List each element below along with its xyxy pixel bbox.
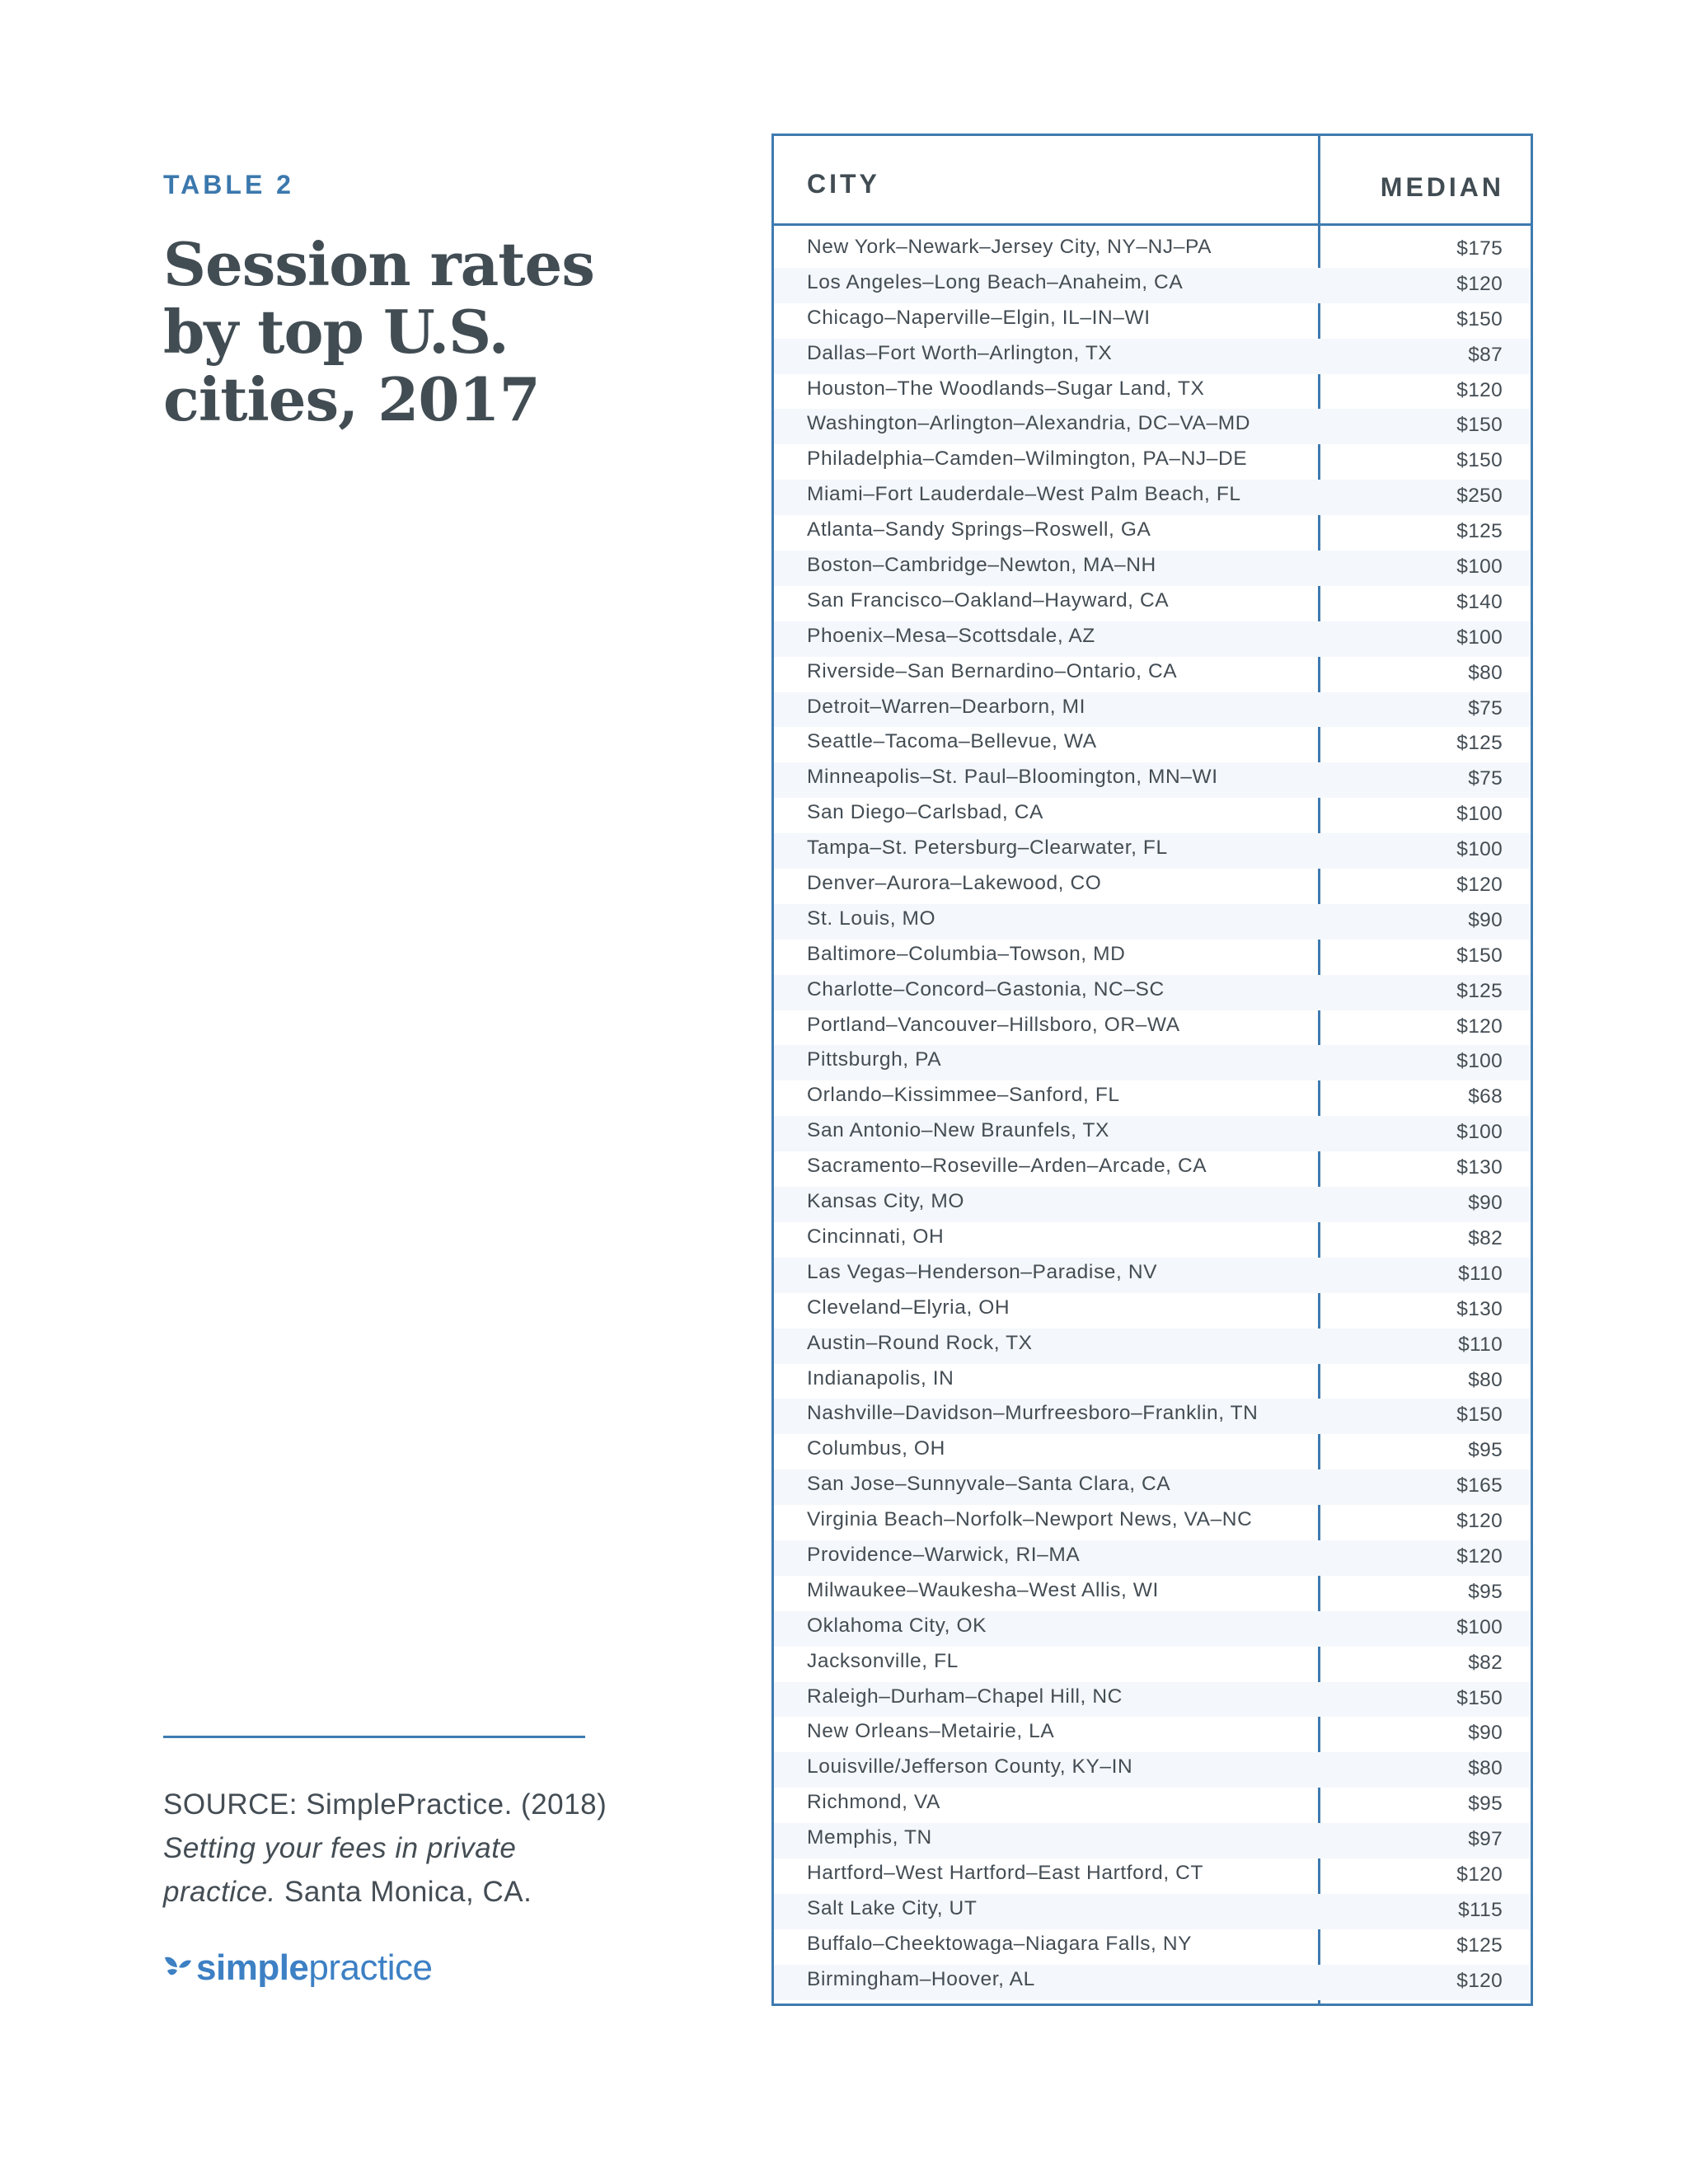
- city-cell: Chicago–Naperville–Elgin, IL–IN–WI: [807, 306, 1151, 329]
- median-cell: $165: [1456, 1474, 1503, 1497]
- median-cell: $130: [1456, 1156, 1503, 1179]
- median-cell: $120: [1456, 1544, 1503, 1568]
- median-cell: $150: [1456, 449, 1503, 472]
- median-cell: $175: [1456, 237, 1503, 260]
- median-cell: $120: [1456, 378, 1503, 401]
- median-cell: $150: [1456, 1686, 1503, 1709]
- table-row: [774, 1505, 1531, 1540]
- table-row: [774, 1293, 1531, 1329]
- table-row: [774, 444, 1531, 480]
- median-cell: $100: [1456, 838, 1503, 861]
- city-cell: Los Angeles–Long Beach–Anaheim, CA: [807, 270, 1184, 293]
- median-cell: $125: [1456, 1933, 1503, 1957]
- table-row: [774, 904, 1531, 940]
- median-cell: $150: [1456, 414, 1503, 437]
- city-cell: San Francisco–Oakland–Hayward, CA: [807, 588, 1170, 612]
- median-cell: $100: [1456, 1050, 1503, 1073]
- table-row: [774, 232, 1531, 268]
- city-cell: Nashville–Davidson–Murfreesboro–Franklin, TN: [807, 1402, 1259, 1425]
- median-cell: $150: [1456, 1404, 1503, 1427]
- simplepractice-logo: [163, 1943, 432, 1993]
- median-cell: $97: [1468, 1828, 1503, 1851]
- city-cell: Portland–Vancouver–Hillsboro, OR–WA: [807, 1013, 1180, 1036]
- city-cell: Richmond, VA: [807, 1791, 940, 1814]
- table-row: [774, 1399, 1531, 1434]
- median-cell: $150: [1456, 944, 1503, 967]
- median-cell: $82: [1468, 1226, 1503, 1249]
- median-cell: $75: [1468, 767, 1503, 790]
- table-row: [774, 1647, 1531, 1682]
- city-cell: Jacksonville, FL: [807, 1649, 959, 1672]
- table-row: [774, 1045, 1531, 1080]
- median-cell: $120: [1456, 874, 1503, 897]
- median-cell: $110: [1458, 1333, 1503, 1356]
- city-cell: Pittsburgh, PA: [807, 1048, 942, 1071]
- butterfly-icon: [163, 1954, 193, 1982]
- table-row: [774, 409, 1531, 444]
- table-row: [774, 374, 1531, 410]
- table-row: [774, 339, 1531, 374]
- median-cell: $80: [1468, 1757, 1503, 1780]
- table-row: [774, 1010, 1531, 1046]
- city-cell: Philadelphia–Camden–Wilmington, PA–NJ–DE: [807, 448, 1248, 471]
- median-cell: $250: [1456, 485, 1503, 508]
- table-row: [774, 515, 1531, 551]
- table-row: [774, 1434, 1531, 1469]
- city-cell: Tampa–St. Petersburg–Clearwater, FL: [807, 837, 1168, 860]
- city-cell: St. Louis, MO: [807, 907, 936, 930]
- median-cell: $90: [1468, 908, 1503, 931]
- median-cell: $120: [1456, 272, 1503, 295]
- city-cell: Indianapolis, IN: [807, 1366, 954, 1390]
- table-row: [774, 586, 1531, 621]
- table-row: [774, 869, 1531, 904]
- city-cell: Charlotte–Concord–Gastonia, NC–SC: [807, 977, 1165, 1001]
- header-city: CITY: [807, 169, 880, 199]
- table-label: TABLE 2: [163, 170, 294, 199]
- city-cell: Orlando–Kissimmee–Sanford, FL: [807, 1084, 1120, 1107]
- table-body: [774, 232, 1531, 2000]
- median-cell: $95: [1468, 1439, 1503, 1462]
- table-row: [774, 1364, 1531, 1399]
- city-cell: Detroit–Warren–Dearborn, MI: [807, 695, 1085, 718]
- city-cell: Raleigh–Durham–Chapel Hill, NC: [807, 1685, 1123, 1708]
- rates-table: [771, 134, 1533, 2006]
- city-cell: Milwaukee–Waukesha–West Allis, WI: [807, 1578, 1159, 1601]
- city-cell: Louisville/Jefferson County, KY–IN: [807, 1755, 1133, 1779]
- city-cell: Denver–Aurora–Lakewood, CO: [807, 872, 1102, 895]
- city-cell: Miami–Fort Lauderdale–West Palm Beach, FL: [807, 483, 1241, 506]
- table-row: [774, 657, 1531, 692]
- table-row: [774, 1682, 1531, 1718]
- city-cell: Atlanta–Sandy Springs–Roswell, GA: [807, 518, 1151, 541]
- table-row: [774, 480, 1531, 515]
- median-cell: $120: [1456, 1510, 1503, 1533]
- logo-word-practice: practice: [308, 1947, 433, 1988]
- divider: [163, 1736, 585, 1738]
- city-cell: Dallas–Fort Worth–Arlington, TX: [807, 341, 1113, 364]
- median-cell: $100: [1456, 1615, 1503, 1638]
- city-cell: Washington–Arlington–Alexandria, DC–VA–MD: [807, 412, 1250, 435]
- table-row: [774, 727, 1531, 762]
- median-cell: $75: [1468, 696, 1503, 719]
- city-cell: Columbus, OH: [807, 1437, 945, 1460]
- median-cell: $100: [1456, 1121, 1503, 1144]
- city-cell: Minneapolis–St. Paul–Bloomington, MN–WI: [807, 766, 1218, 789]
- table-row: [774, 1080, 1531, 1116]
- source-prefix: SOURCE: SimplePractice. (2018): [163, 1788, 607, 1821]
- table-row: [774, 975, 1531, 1010]
- source-title: Setting your fees in private practice.: [163, 1832, 517, 1908]
- table-row: [774, 1469, 1531, 1505]
- table-row: [774, 1894, 1531, 1929]
- table-row: [774, 1540, 1531, 1576]
- city-cell: San Antonio–New Braunfels, TX: [807, 1119, 1109, 1142]
- city-cell: New Orleans–Metairie, LA: [807, 1720, 1055, 1743]
- city-cell: Seattle–Tacoma–Bellevue, WA: [807, 730, 1097, 753]
- city-cell: Baltimore–Columbia–Towson, MD: [807, 942, 1126, 965]
- median-cell: $130: [1456, 1297, 1503, 1320]
- city-cell: Providence–Warwick, RI–MA: [807, 1543, 1081, 1566]
- table-row: [774, 551, 1531, 586]
- table-row: [774, 1187, 1531, 1222]
- median-cell: $120: [1456, 1969, 1503, 1992]
- median-cell: $120: [1456, 1863, 1503, 1886]
- median-cell: $100: [1456, 803, 1503, 826]
- table-row: [774, 1151, 1531, 1187]
- city-cell: Houston–The Woodlands–Sugar Land, TX: [807, 377, 1205, 400]
- table-header: [774, 136, 1531, 226]
- city-cell: Buffalo–Cheektowaga–Niagara Falls, NY: [807, 1932, 1193, 1955]
- table-row: [774, 621, 1531, 657]
- table-row: [774, 1788, 1531, 1823]
- table-row: [774, 1823, 1531, 1858]
- median-cell: $100: [1456, 555, 1503, 579]
- median-cell: $120: [1456, 1015, 1503, 1038]
- table-row: [774, 833, 1531, 869]
- table-row: [774, 798, 1531, 833]
- page-title: Session rates by top U.S. cities, 2017: [163, 229, 594, 434]
- median-cell: $80: [1468, 661, 1503, 684]
- city-cell: San Diego–Carlsbad, CA: [807, 801, 1043, 824]
- city-cell: Sacramento–Roseville–Arden–Arcade, CA: [807, 1155, 1207, 1178]
- city-cell: Phoenix–Mesa–Scottsdale, AZ: [807, 624, 1095, 647]
- median-cell: $125: [1456, 732, 1503, 755]
- city-cell: Oklahoma City, OK: [807, 1614, 987, 1637]
- city-cell: Kansas City, MO: [807, 1190, 964, 1213]
- city-cell: Riverside–San Bernardino–Ontario, CA: [807, 659, 1178, 682]
- city-cell: Austin–Round Rock, TX: [807, 1331, 1033, 1354]
- table-row: [774, 268, 1531, 303]
- median-cell: $82: [1468, 1651, 1503, 1674]
- city-cell: Birmingham–Hoover, AL: [807, 1967, 1035, 1990]
- median-cell: $150: [1456, 307, 1503, 330]
- median-cell: $95: [1468, 1580, 1503, 1603]
- logo-word-simple: simple: [196, 1947, 309, 1988]
- median-cell: $87: [1468, 343, 1503, 366]
- table-row: [774, 1116, 1531, 1151]
- median-cell: $115: [1458, 1898, 1503, 1921]
- table-row: [774, 940, 1531, 975]
- table-row: [774, 1858, 1531, 1894]
- table-row: [774, 762, 1531, 798]
- source-citation: [163, 1783, 625, 1914]
- city-cell: Hartford–West Hartford–East Hartford, CT: [807, 1861, 1204, 1884]
- table-row: [774, 692, 1531, 728]
- city-cell: New York–Newark–Jersey City, NY–NJ–PA: [807, 236, 1212, 258]
- city-cell: San Jose–Sunnyvale–Santa Clara, CA: [807, 1473, 1171, 1496]
- median-cell: $90: [1468, 1722, 1503, 1745]
- table-row: [774, 1965, 1531, 2000]
- table-row: [774, 303, 1531, 339]
- header-median: MEDIAN: [1380, 172, 1504, 202]
- table-row: [774, 1611, 1531, 1647]
- city-cell: Cleveland–Elyria, OH: [807, 1296, 1010, 1319]
- city-cell: Virginia Beach–Norfolk–Newport News, VA–NC: [807, 1508, 1253, 1531]
- table-row: [774, 1717, 1531, 1752]
- median-cell: $110: [1458, 1262, 1503, 1285]
- city-cell: Boston–Cambridge–Newton, MA–NH: [807, 554, 1156, 577]
- median-cell: $100: [1456, 626, 1503, 649]
- table-row: [774, 1929, 1531, 1965]
- table-row: [774, 1258, 1531, 1293]
- table-row: [774, 1222, 1531, 1258]
- median-cell: $68: [1468, 1085, 1503, 1108]
- city-cell: Las Vegas–Henderson–Paradise, NV: [807, 1260, 1158, 1283]
- median-cell: $95: [1468, 1793, 1503, 1816]
- median-cell: $140: [1456, 590, 1503, 613]
- city-cell: Memphis, TN: [807, 1826, 932, 1849]
- table-row: [774, 1329, 1531, 1364]
- city-cell: Salt Lake City, UT: [807, 1896, 978, 1919]
- table-row: [774, 1576, 1531, 1611]
- table-row: [774, 1752, 1531, 1788]
- city-cell: Cincinnati, OH: [807, 1225, 945, 1248]
- median-cell: $90: [1468, 1192, 1503, 1215]
- median-cell: $125: [1456, 520, 1503, 543]
- median-cell: $80: [1468, 1368, 1503, 1391]
- source-suffix: Santa Monica, CA.: [275, 1876, 532, 1908]
- median-cell: $125: [1456, 979, 1503, 1002]
